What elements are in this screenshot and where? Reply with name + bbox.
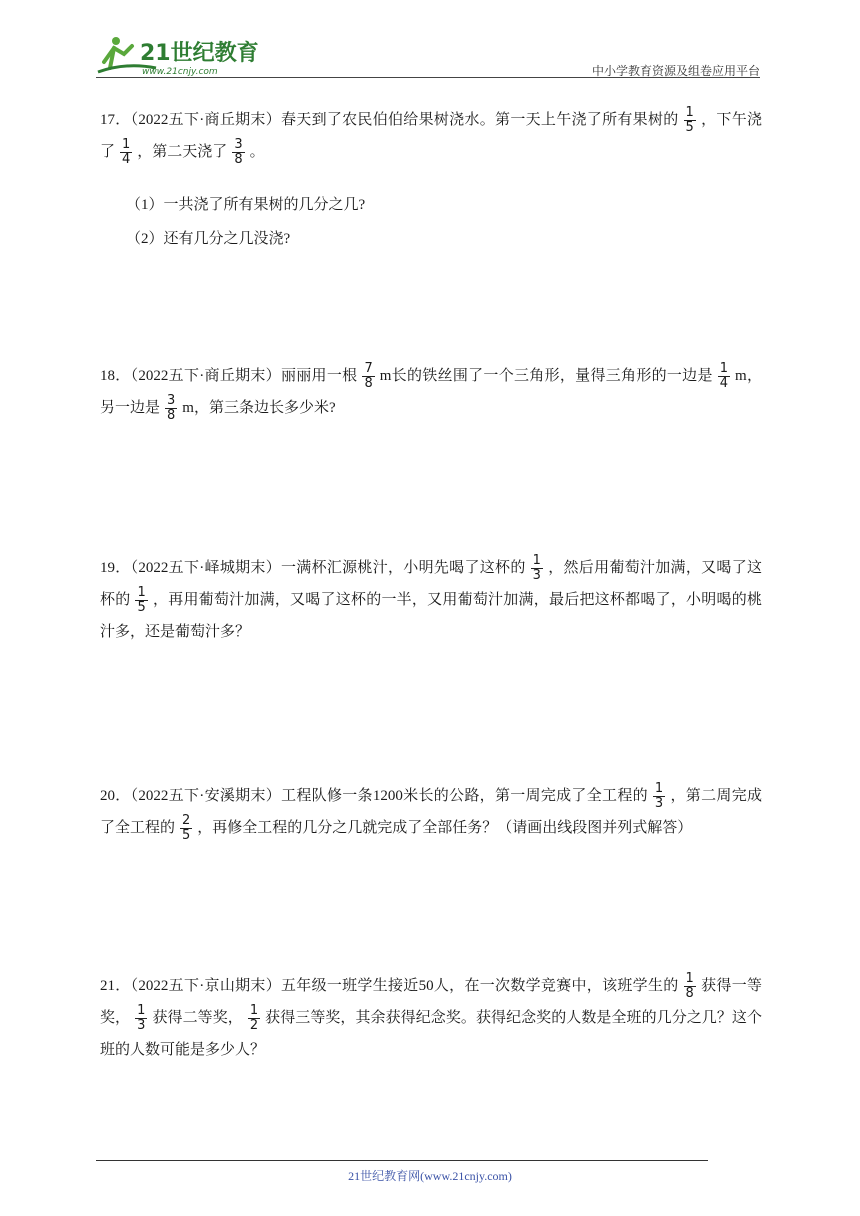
- page-header: [96, 30, 760, 80]
- question-text: ，第二周完成了全工程的: [100, 788, 762, 836]
- question-21: [100, 970, 762, 1066]
- question-17-part-1: （1）一共浇了所有果树的几分之几?: [126, 197, 366, 213]
- question-text: ，再用葡萄汁加满，又喝了这杯的一半，又用葡萄汁加满，最后把这杯都喝了，小明喝的桃汁多，还是葡萄汁多？: [100, 592, 762, 640]
- question-text: 20．（2022五下·安溪期末）工程队修一条1200米长的公路，第一周完成了全工程的: [100, 788, 648, 804]
- question-text: ，再修全工程的几分之几就完成了全部任务？（请画出线段图并列式解答）: [197, 820, 693, 836]
- question-text: 。: [249, 144, 265, 160]
- question-text: 21．（2022五下·京山期末）五年级一班学生接近50人，在一次数学竞赛中，该班学生的: [100, 978, 679, 994]
- fraction: $\frac{1}{5}$: [137, 585, 146, 616]
- fraction: $\frac{1}{4}$: [719, 361, 729, 392]
- logo-21cnjy: [96, 32, 266, 76]
- fraction: $\frac{1}{8}$: [685, 971, 694, 1002]
- fraction: $\frac{3}{8}$: [234, 137, 243, 168]
- fraction: $\frac{1}{3}$: [654, 781, 664, 812]
- fraction: $\frac{3}{8}$: [167, 393, 176, 424]
- platform-name: 中小学教育资源及组卷应用平台: [591, 64, 760, 78]
- question-text: 18．（2022五下·商丘期末）丽丽用一根: [100, 368, 358, 384]
- question-17-part-2: （2）还有几分之几没浇?: [126, 231, 291, 247]
- question-text: ，第二天浇了: [137, 144, 228, 160]
- question-text: ，然后用葡萄汁加满，又喝了这杯的: [100, 560, 762, 608]
- svg-text:www.21cnjy.com: www.21cnjy.com: [142, 67, 218, 76]
- question-18: [100, 360, 762, 424]
- fraction: $\frac{1}{2}$: [249, 1003, 259, 1034]
- header-divider: [96, 77, 760, 78]
- fraction: $\frac{1}{3}$: [137, 1003, 146, 1034]
- question-text: 获得二等奖，: [152, 1010, 243, 1026]
- footer-divider: [96, 1160, 708, 1161]
- question-20: [100, 780, 762, 844]
- question-text: 19．（2022五下·峄城期末）一满杯汇源桃汁，小明先喝了这杯的: [100, 560, 526, 576]
- fraction: $\frac{1}{5}$: [685, 105, 694, 136]
- fraction: $\frac{1}{4}$: [122, 137, 131, 168]
- question-text: 获得一等奖，: [100, 978, 762, 1026]
- fraction: $\frac{2}{5}$: [182, 813, 191, 844]
- question-17: [100, 104, 762, 168]
- fraction: $\frac{1}{3}$: [532, 553, 541, 584]
- svg-text:21世纪教育: 21世纪教育: [140, 41, 259, 66]
- question-text: m，第三条边长多少米?: [182, 400, 336, 416]
- question-text: ，下午浇了: [100, 112, 762, 160]
- question-text: 获得三等奖，其余获得纪念奖。获得纪念奖的人数是全班的几分之几？这个班的人数可能是多少人？: [100, 1010, 762, 1058]
- question-text: 17．（2022五下·商丘期末）春天到了农民伯伯给果树浇水。第一天上午浇了所有果树的: [100, 112, 679, 128]
- question-19: [100, 552, 762, 648]
- question-text: m长的铁丝围了一个三角形，量得三角形的一边是: [379, 368, 713, 384]
- footer-text[interactable]: 21世纪教育网(www.21cnjy.com): [348, 1169, 512, 1183]
- question-text: m，另一边是: [100, 368, 763, 416]
- fraction: $\frac{7}{8}$: [364, 361, 373, 392]
